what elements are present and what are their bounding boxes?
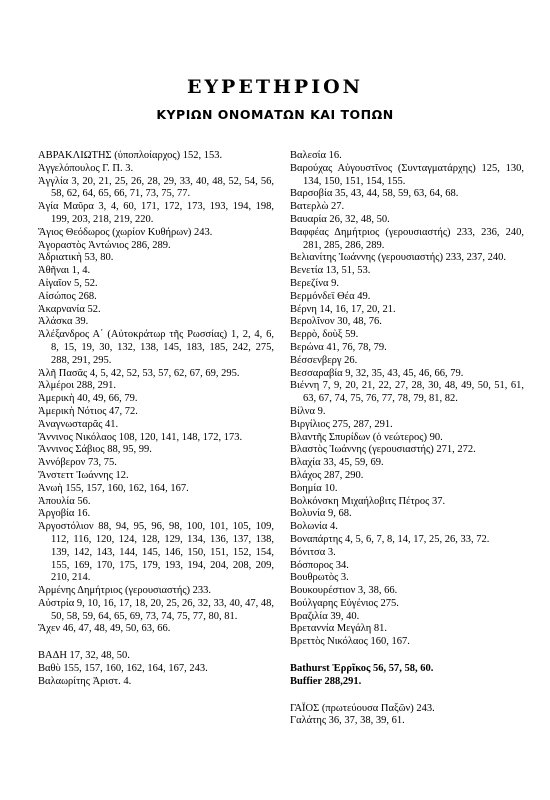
- index-entry: Ἀλέξανδρος Α΄ (Αὐτοκράτωρ τῆς Ρωσσίας) 1, 2, 4, 6, 8, 15, 19, 30, 132, 138, 145, 183, 185, 242, 275, 288, 291, 295.: [38, 329, 274, 366]
- index-entry: ΓΑΪΟΣ (πρωτεύουσα Παξῶν) 243.: [290, 702, 435, 714]
- page-title: ΕΥΡΕΤΗΡΙΟΝ: [187, 76, 363, 98]
- index-entry: Ἀργοβία 16.: [38, 508, 91, 520]
- index-entry: Ἀγγελόπουλος Γ. Π. 3.: [38, 162, 134, 174]
- right-column: [290, 150, 524, 728]
- index-entry: Βρεταννία Μεγάλη 81.: [290, 623, 387, 635]
- section-gap: [38, 636, 274, 650]
- left-entry-list: [38, 150, 274, 636]
- index-entry: Ἀννόβερον 73, 75.: [38, 457, 117, 469]
- index-entry: Βατερλὼ 27.: [290, 201, 345, 213]
- index-entry: Βόνιτσα 3.: [290, 546, 336, 558]
- index-entry: Ἀλάσκα 39.: [38, 316, 89, 328]
- index-entry: Βόσπορος 34.: [290, 559, 349, 571]
- index-entry: Βολυνία 9, 68.: [290, 508, 352, 520]
- index-entry: Ἀλῆ Πασᾶς 4, 5, 42, 52, 53, 57, 62, 67, 69, 295.: [38, 367, 240, 379]
- right-entry-list: [290, 150, 524, 649]
- index-entry: Βερώνα 41, 76, 78, 79.: [290, 341, 387, 353]
- index-entry: Βοναπάρτης 4, 5, 6, 7, 8, 14, 17, 25, 26, 33, 72.: [290, 533, 490, 545]
- index-entry: Βενετία 13, 51, 53.: [290, 265, 371, 277]
- index-entry: Βουκουρέστιον 3, 38, 66.: [290, 585, 398, 597]
- index-entry: ΒΑΔΗ 17, 32, 48, 50.: [38, 650, 130, 662]
- index-entry: Βερμόνδεϊ Θέα 49.: [290, 290, 371, 302]
- index-entry: Βαρσοβία 35, 43, 44, 58, 59, 63, 64, 68.: [290, 188, 459, 200]
- index-entry: Βιργίλιος 275, 287, 291.: [290, 418, 393, 430]
- index-entry: Βιέννη 7, 9, 20, 21, 22, 27, 28, 30, 48, 49, 50, 51, 61, 63, 67, 74, 75, 76, 77, 78, 79, 81, 82.: [290, 380, 524, 405]
- right-section-g-list: [290, 703, 524, 729]
- index-entry: Ἅγιος Θεόδωρος (χωρίον Κυθήρων) 243.: [38, 226, 213, 238]
- index-entry: Βούλγαρης Εὐγένιος 275.: [290, 597, 399, 609]
- index-entry: Ἀρμένης Δημήτριος (γερουσιαστής) 233.: [38, 585, 212, 597]
- index-entry: Ἀγοραστὸς Ἀντώνιος 286, 289.: [38, 239, 171, 251]
- left-section-b-list: [38, 650, 274, 688]
- index-entry: Βαλεσία 16.: [290, 150, 342, 161]
- index-entry: Ἄννινος Νικόλαος 108, 120, 141, 148, 172, 173.: [38, 431, 243, 443]
- index-entry: Αὐστρία 9, 10, 16, 17, 18, 20, 25, 26, 32, 33, 40, 47, 48, 50, 58, 59, 64, 65, 69, 73, 74, 75, 77, 80, 81.: [38, 597, 274, 622]
- index-entry: Βρεττὸς Νικόλαος 160, 167.: [290, 636, 410, 648]
- index-entry: Γαλάτης 36, 37, 38, 39, 61.: [290, 715, 405, 727]
- section-gap: [290, 649, 524, 663]
- index-entry: Βουθρωτὸς 3.: [290, 572, 349, 584]
- index-entry: Βέρνη 14, 16, 17, 20, 21.: [290, 303, 396, 315]
- index-entry: Βίλνα 9.: [290, 405, 326, 417]
- index-entry: Bathurst Ἐρρῖκος 56, 57, 58, 60.: [290, 663, 434, 675]
- index-entry: Ἀδριατικὴ 53, 80.: [38, 252, 114, 264]
- index-entry: Βερρὸ, δοὺξ 59.: [290, 329, 359, 341]
- index-entry: Ἀργοστόλιον 88, 94, 95, 96, 98, 100, 101, 105, 109, 112, 116, 120, 124, 128, 129, 134, 136, 137, 138, 139, 142, 143, 144, 145, 146, 150, 151, 152, 154, 155, 169, 170, 175, 179, 193, 194, 204, 208, 209, 210, 214.: [38, 521, 274, 584]
- index-entry: Βαρούχας Αὐγουστῖνος (Συνταγματάρχης) 125, 130, 134, 150, 151, 154, 155.: [290, 162, 524, 187]
- index-entry: Ἀκαρνανία 52.: [38, 303, 101, 315]
- index-entry: Ἀνωὴ 155, 157, 160, 162, 164, 167.: [38, 482, 189, 494]
- index-entry: Ἀλμέροι 288, 291.: [38, 380, 117, 392]
- right-latin-list: [290, 663, 524, 689]
- index-entry: Βλαστὸς Ἰωάννης (γερουσιαστής) 271, 272.: [290, 444, 476, 456]
- index-entry: Ἄνστεττ Ἰωάννης 12.: [38, 469, 129, 481]
- index-entry: Ἄχεν 46, 47, 48, 49, 50, 63, 66.: [38, 623, 171, 635]
- index-entry: Βαθὺ 155, 157, 160, 162, 164, 167, 243.: [38, 663, 208, 675]
- index-entry: Βολκόνσκη Μιχαήλοβιτς Πέτρος 37.: [290, 495, 446, 507]
- index-entry: Ἀναγνωσταρᾶς 41.: [38, 418, 119, 430]
- index-entry: Βλαχία 33, 45, 59, 69.: [290, 457, 384, 469]
- index-entry: Ἀγγλία 3, 20, 21, 25, 26, 28, 29, 33, 40, 48, 52, 54, 56, 58, 62, 64, 65, 66, 71, 73, 75, 77.: [38, 175, 274, 200]
- index-entry: Ἄννινος Σάβιος 88, 95, 99.: [38, 444, 152, 456]
- index-entry: Βεσσαραβία 9, 32, 35, 43, 45, 46, 66, 79.: [290, 367, 464, 379]
- index-entry: Βολωνία 4.: [290, 521, 338, 533]
- index-entry: Βραζιλία 39, 40.: [290, 610, 360, 622]
- index-entry: Βαφφέας Δημήτριος (γερουσιαστής) 233, 236, 240, 281, 285, 286, 289.: [290, 226, 524, 251]
- index-entry: Ἁγία Μαῦρα 3, 4, 60, 171, 172, 173, 193, 194, 198, 199, 203, 218, 219, 220.: [38, 201, 274, 225]
- index-entry: Βαυαρία 26, 32, 48, 50.: [290, 213, 390, 225]
- index-entry: Ἀμερικὴ 40, 49, 66, 79.: [38, 393, 138, 405]
- index-entry: Βερολῖνον 30, 48, 76.: [290, 316, 382, 328]
- index-entry: Βλαντῆς Σπυρίδων (ὁ νεώτερος) 90.: [290, 431, 443, 443]
- index-entry: Βοημία 10.: [290, 482, 338, 494]
- index-entry: Αἰσώπος 268.: [38, 290, 97, 302]
- index-entry: ΑΒΡΑΚΛΙΩΤΗΣ (ὑποπλοίαρχος) 152, 153.: [38, 150, 223, 161]
- index-entry: Buffier 288,291.: [290, 675, 362, 687]
- index-entry: Αἰγαῖον 5, 52.: [38, 277, 98, 289]
- index-entry: Ἀπουλία 56.: [38, 495, 91, 507]
- index-entry: Ἀμερικὴ Νότιος 47, 72.: [38, 405, 138, 417]
- index-entry: Ἀθῆναι 1, 4.: [38, 265, 91, 277]
- page-subtitle: ΚΥΡΙΩΝ ΟΝΟΜΑΤΩΝ ΚΑΙ ΤΟΠΩΝ: [156, 107, 394, 122]
- index-entry: Βλάχος 287, 290.: [290, 469, 364, 481]
- index-entry: Βερεζίνα 9.: [290, 277, 339, 289]
- index-entry: Βελιανίτης Ἰωάννης (γερουσιαστής) 233, 237, 240.: [290, 252, 506, 264]
- index-entry: Βέσσενβεργ 26.: [290, 354, 358, 366]
- section-gap: [290, 689, 524, 703]
- index-entry: Βαλαωρίτης Ἀριστ. 4.: [38, 675, 132, 687]
- left-column: [38, 150, 274, 689]
